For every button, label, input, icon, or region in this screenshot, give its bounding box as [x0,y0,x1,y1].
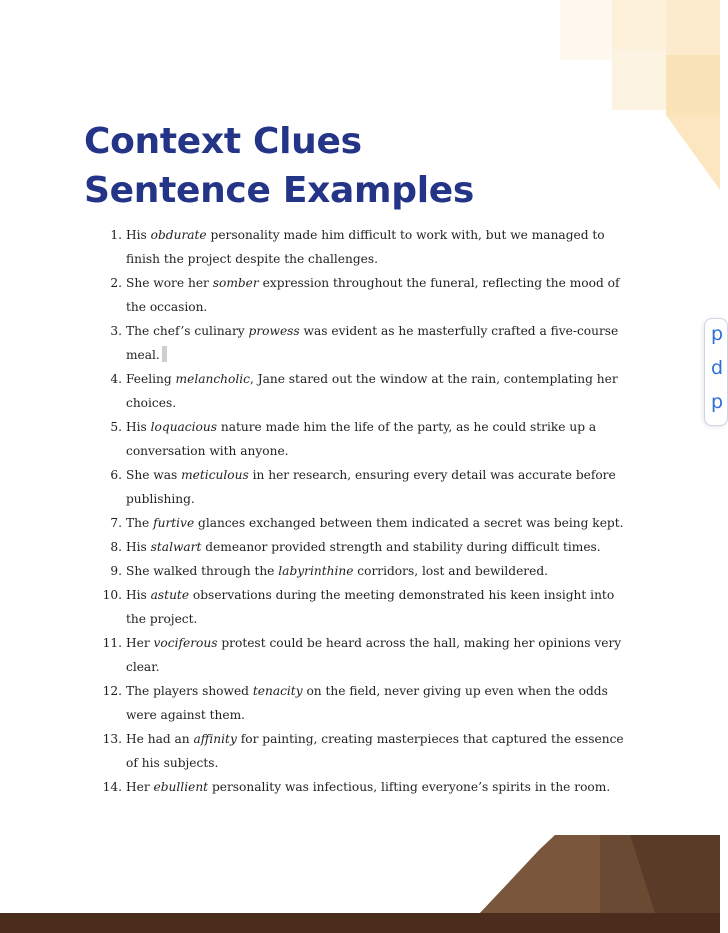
list-item [100,583,630,631]
bottom-band [0,913,720,933]
sentence-text: He had an [126,732,194,746]
vocab-word: somber [212,276,259,290]
item-number: 3. [110,324,122,338]
item-number: 8. [110,540,122,554]
vocab-word: stalwart [150,540,202,554]
corner-mosaic-decoration [560,0,720,190]
vocab-word: labyrinthine [278,564,354,578]
list-item [100,631,630,679]
vocab-word: meticulous [181,468,249,482]
sentence-text: for painting, creating masterpieces that captured the essence of his subjects. [126,732,624,770]
sentence-text: She was [126,468,182,482]
list-item [100,463,630,511]
item-number: 11. [102,636,122,650]
vocab-word: obdurate [150,228,207,242]
list-item [100,727,630,775]
sentence-text: expression throughout the funeral, reflecting the mood of the occasion. [126,276,620,314]
item-number: 5. [110,420,122,434]
sentence-text: His [126,228,151,242]
vocab-word: furtive [153,516,195,530]
sentence-text: The chef’s culinary [126,324,249,338]
text-cursor [162,346,167,362]
sentence-text: on the field, never giving up even when the odds were against them. [126,684,608,722]
page-title [84,117,474,215]
sentence-text: His [126,540,151,554]
list-item [100,223,630,271]
vocab-word: tenacity [252,684,303,698]
sentence-text: protest could be heard across the hall, making her opinions very clear. [126,636,622,674]
list-item [100,415,630,463]
item-number: 12. [102,684,122,698]
title-line-1: Context Clues [84,121,362,162]
sentence-text: in her research, ensuring every detail was accurate before publishing. [126,468,616,506]
list-item [100,679,630,727]
sentence-text: She wore her [126,276,213,290]
list-item [100,319,630,367]
item-number: 7. [110,516,122,530]
list-item [100,511,630,535]
sentence-list [100,223,630,799]
sentence-text: personality was infectious, lifting everyone’s spirits in the room. [208,780,611,794]
sentence-text: His [126,588,151,602]
list-item [100,271,630,319]
sentence-text: demeanor provided strength and stability during difficult times. [201,540,601,554]
vocab-word: astute [150,588,190,602]
sentence-text: , Jane stared out the window at the rain, contemplating her choices. [126,372,618,410]
sentence-text: nature made him the life of the party, as he could strike up a conversation with anyone. [126,420,597,458]
item-number: 9. [110,564,122,578]
vocab-word: affinity [193,732,237,746]
item-number: 14. [102,780,122,794]
vocab-word: vociferous [153,636,218,650]
vocab-word: ebullient [153,780,209,794]
list-item [100,367,630,415]
sentence-text: was evident as he masterfully crafted a five-course meal. [126,324,619,362]
side-glyph-2: d [711,357,724,379]
sentence-text: She walked through the [126,564,279,578]
sentence-text: Her [126,780,154,794]
list-item [100,775,630,799]
vocab-word: prowess [248,324,300,338]
sentence-text: The [126,516,154,530]
side-glyph-panel[interactable] [704,318,728,426]
item-number: 4. [110,372,122,386]
sentence-text: His [126,420,151,434]
item-number: 13. [102,732,122,746]
sentence-text: corridors, lost and bewildered. [353,564,548,578]
title-line-2: Sentence Examples [84,170,474,211]
sentence-text: glances exchanged between them indicated a secret was being kept. [194,516,624,530]
vocab-word: loquacious [150,420,217,434]
sentence-text: The players showed [126,684,253,698]
sentence-text: observations during the meeting demonstrated his keen insight into the project. [126,588,615,626]
list-item [100,535,630,559]
side-glyph-3: p [711,391,724,413]
list-item [100,559,630,583]
item-number: 1. [110,228,122,242]
sentence-text: Her [126,636,154,650]
item-number: 6. [110,468,122,482]
sentence-text: personality made him difficult to work with, but we managed to finish the project despite the challenges. [126,228,605,266]
item-number: 2. [110,276,122,290]
side-glyph-1: p [711,323,724,345]
vocab-word: melancholic [175,372,250,386]
bottom-corner-decoration [480,835,720,913]
item-number: 10. [102,588,122,602]
sentence-text: Feeling [126,372,176,386]
